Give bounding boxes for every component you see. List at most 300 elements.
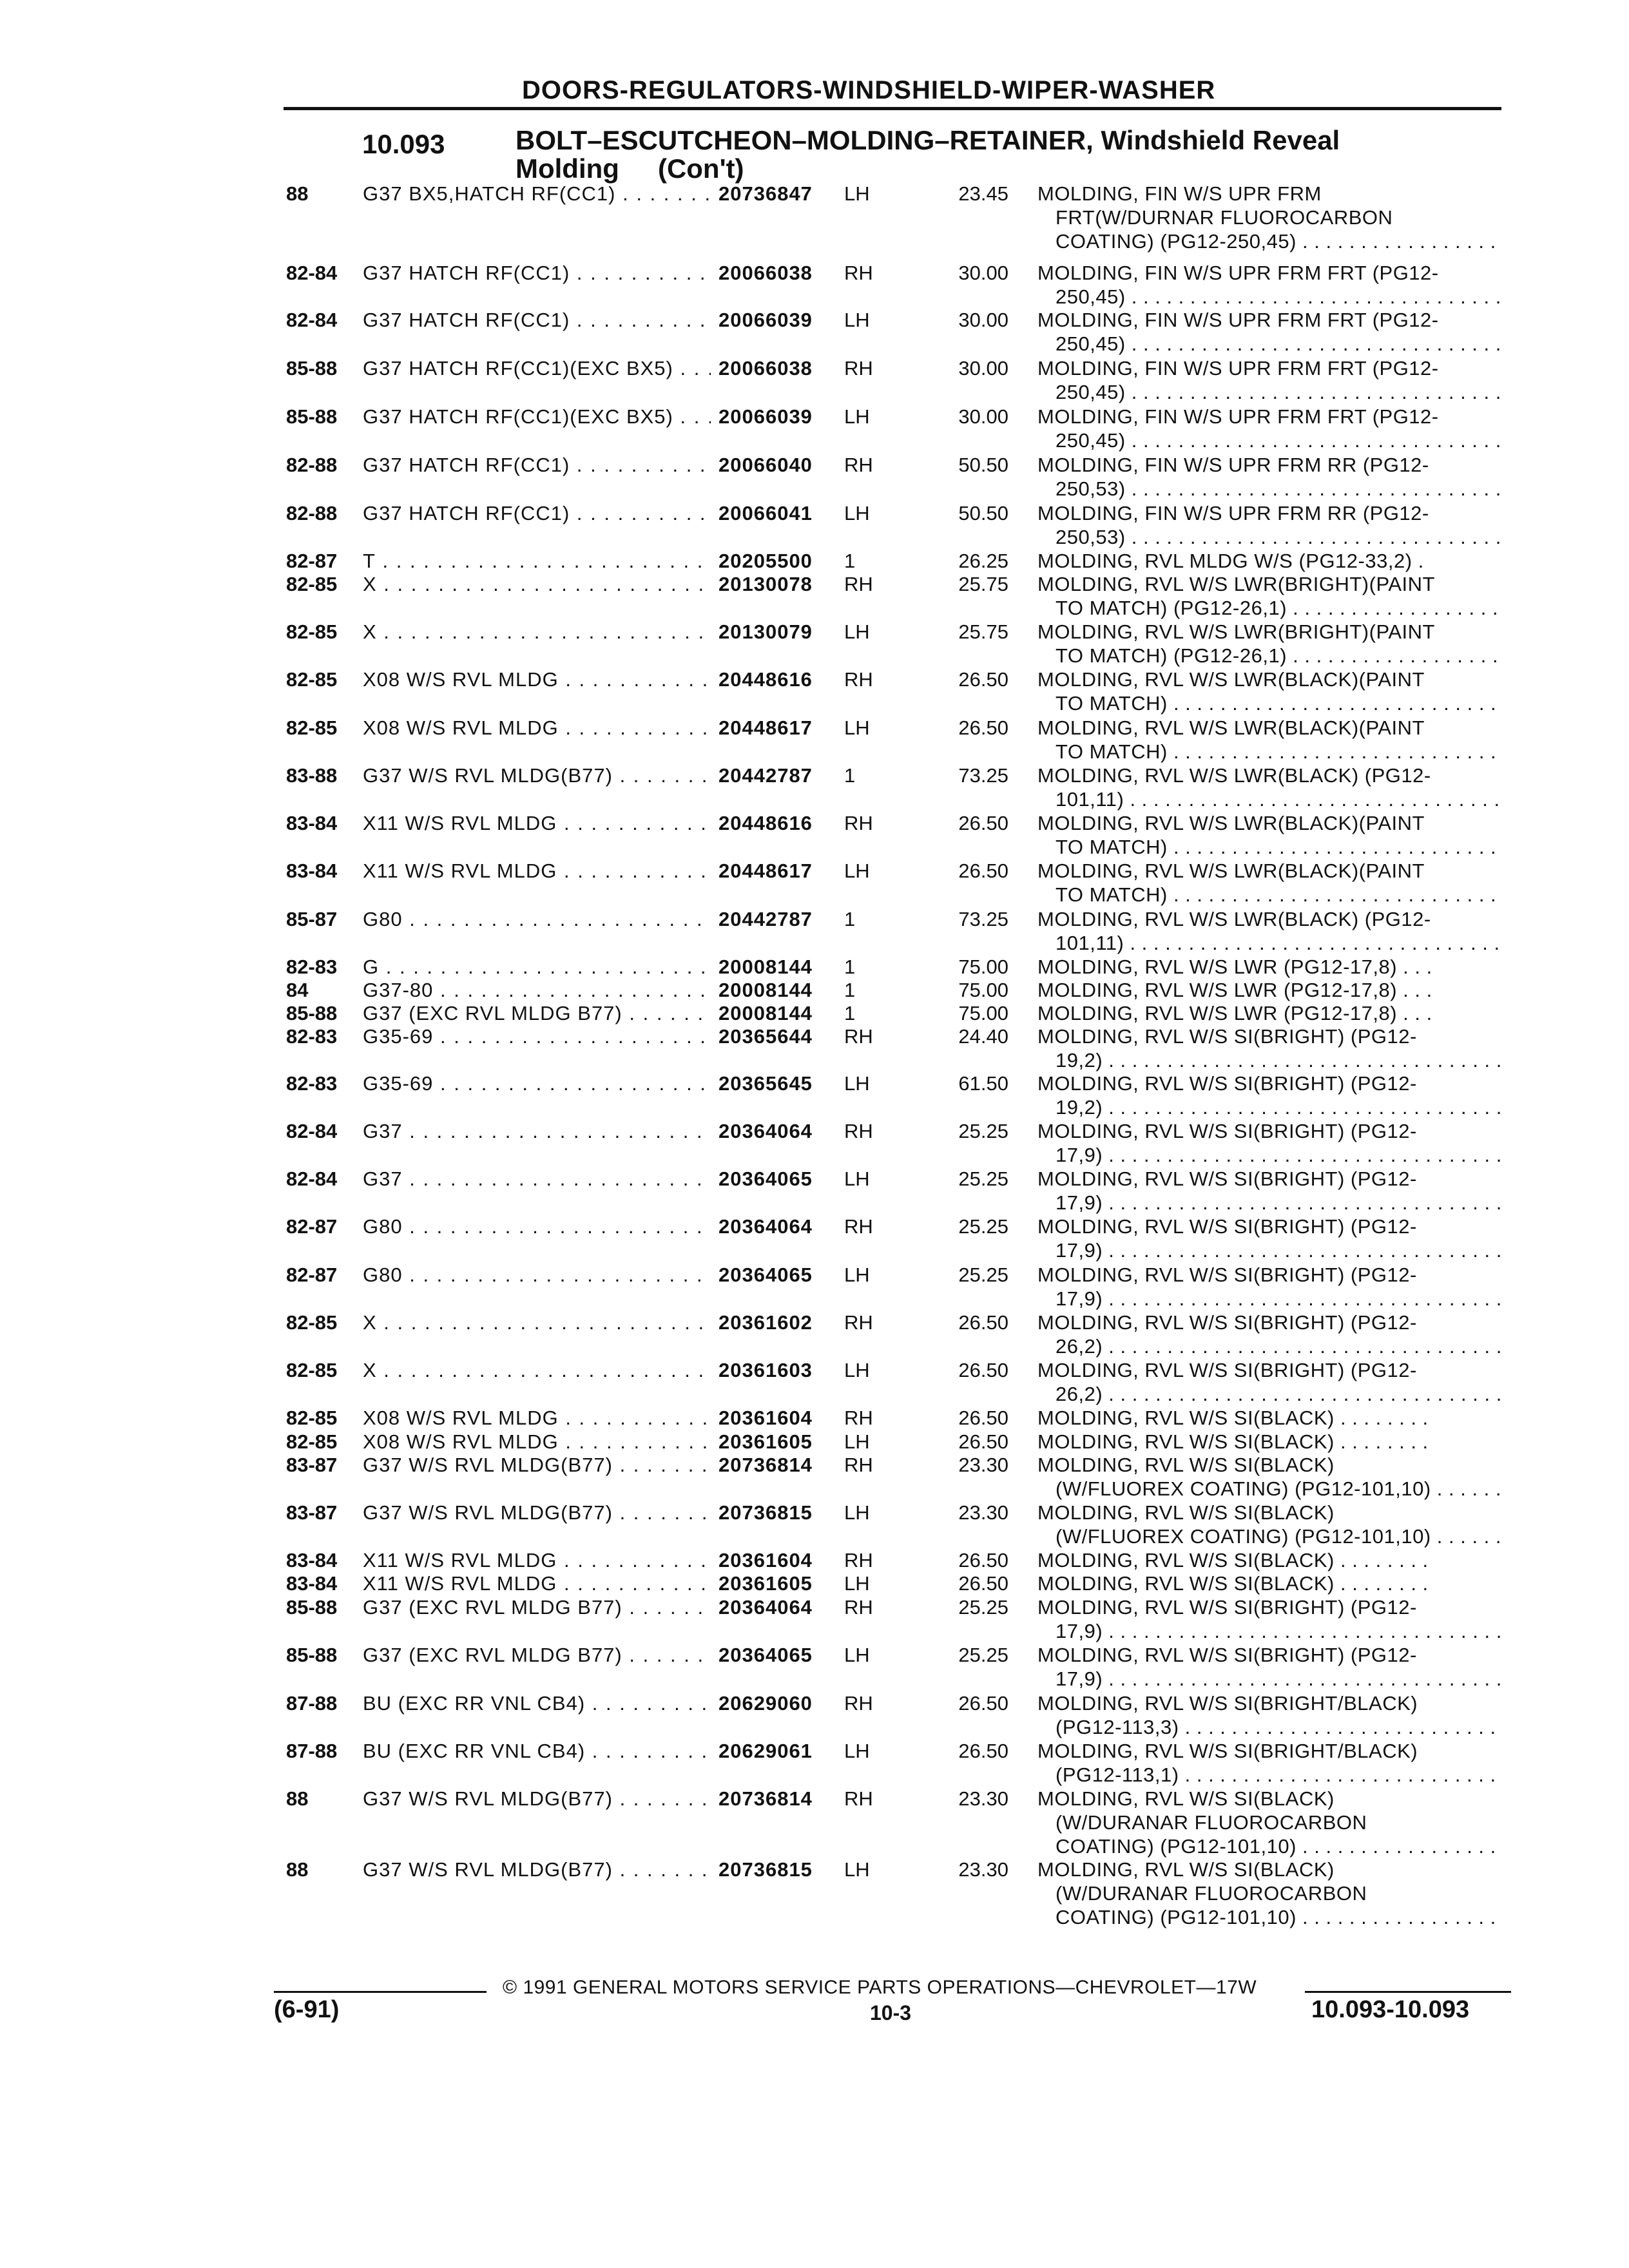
row-description-line: MOLDING, FIN W/S UPR FRM FRT (PG12-: [1037, 262, 1439, 284]
row-application: G37 W/S RVL MLDG(B77) . . .: [363, 764, 711, 787]
row-description-line: (PG12-113,1) . . .: [1037, 1763, 1501, 1787]
row-description-line: 250,45) . . .: [1037, 428, 1501, 452]
row-part-number: 20066039: [718, 309, 813, 331]
row-description: [1037, 955, 1501, 979]
row-application: G37 BX5,HATCH RF(CC1) . . .: [363, 182, 711, 206]
row-part-number: 20008144: [718, 1002, 813, 1024]
row-description: [1037, 1787, 1501, 1858]
row-description-line: 17,9) . . .: [1037, 1143, 1501, 1167]
row-year: 82-85: [286, 573, 338, 595]
row-description-line: TO MATCH) (PG12-26,1) . . .: [1037, 596, 1501, 620]
row-quantity: LH: [844, 1644, 870, 1666]
row-quantity: LH: [844, 1264, 870, 1286]
row-description-line: MOLDING, RVL W/S SI(BLACK): [1037, 1787, 1335, 1810]
row-description-line: MOLDING, FIN W/S UPR FRM: [1037, 182, 1322, 205]
row-year: 82-83: [286, 1025, 338, 1048]
row-price: 25.25: [958, 1120, 1008, 1142]
row-quantity: LH: [844, 1072, 870, 1095]
row-description: [1037, 1263, 1501, 1311]
footer-section-range: 10.093-10.093: [1311, 1996, 1470, 2023]
row-price: 73.25: [958, 908, 1008, 930]
row-description-line: MOLDING, FIN W/S UPR FRM RR (PG12-: [1037, 454, 1429, 476]
row-application: G37 W/S RVL MLDG(B77) . . .: [363, 1787, 711, 1811]
row-year: 85-88: [286, 357, 338, 380]
row-description: [1037, 1595, 1501, 1643]
row-part-number: 20442787: [718, 764, 813, 787]
row-application: G37 HATCH RF(CC1) . . .: [363, 261, 711, 285]
section-subtitle: Molding: [516, 153, 619, 184]
row-description: [1037, 453, 1501, 501]
row-price: 26.50: [958, 1359, 1008, 1381]
row-description-line: 101,11) . . .: [1037, 931, 1501, 955]
row-price: 26.50: [958, 812, 1008, 834]
row-description-line: 250,53) . . .: [1037, 525, 1501, 549]
row-price: 30.00: [958, 405, 1008, 428]
row-description: [1037, 1571, 1501, 1595]
row-description-line: MOLDING, RVL W/S SI(BRIGHT) (PG12-: [1037, 1596, 1417, 1619]
row-price: 30.00: [958, 309, 1008, 331]
row-description: [1037, 859, 1501, 907]
row-description-line: 250,45) . . .: [1037, 332, 1501, 356]
row-description-line: TO MATCH) . . .: [1037, 835, 1501, 859]
row-price: 26.50: [958, 1740, 1008, 1762]
row-quantity: LH: [844, 1430, 870, 1453]
row-description-line: 250,45) . . .: [1037, 380, 1501, 404]
row-quantity: LH: [844, 1858, 870, 1881]
row-description-line: 101,11) . . .: [1037, 787, 1501, 811]
row-description-line: FRT(W/DURNAR FLUOROCARBON: [1055, 206, 1393, 229]
row-quantity: 1: [844, 764, 856, 787]
row-price: 26.50: [958, 1692, 1008, 1715]
row-description: [1037, 1453, 1501, 1501]
row-quantity: LH: [844, 1359, 870, 1381]
row-year: 85-88: [286, 1596, 338, 1619]
row-description: [1037, 716, 1501, 764]
section-number: 10.093: [362, 129, 445, 159]
row-year: 83-84: [286, 1572, 338, 1595]
row-description: [1037, 182, 1501, 253]
row-description-line: MOLDING, RVL W/S SI(BRIGHT) (PG12-: [1037, 1359, 1417, 1381]
row-part-number: 20361605: [718, 1430, 813, 1453]
row-description-line: MOLDING, RVL MLDG W/S (PG12-33,2) .: [1037, 550, 1424, 572]
row-description-line: MOLDING, RVL W/S SI(BRIGHT) (PG12-: [1037, 1168, 1417, 1190]
row-part-number: 20361605: [718, 1572, 813, 1595]
row-quantity: RH: [844, 262, 873, 284]
row-description: [1037, 1501, 1501, 1548]
row-description-line: TO MATCH) . . .: [1037, 691, 1501, 715]
row-price: 26.50: [958, 1407, 1008, 1429]
row-part-number: 20364064: [718, 1215, 813, 1238]
row-application: G37 HATCH RF(CC1)(EXC BX5) . . .: [363, 356, 711, 380]
row-quantity: RH: [844, 1407, 873, 1429]
row-description: [1037, 1072, 1501, 1119]
row-year: 88: [286, 1858, 309, 1881]
row-description-line: (W/FLUOREX COATING) (PG12-101,10) . . . .: [1037, 1477, 1501, 1501]
row-year: 85-88: [286, 405, 338, 428]
row-part-number: 20629061: [718, 1740, 813, 1762]
row-year: 83-84: [286, 860, 338, 882]
row-description-line: MOLDING, RVL W/S LWR(BRIGHT)(PAINT: [1037, 573, 1435, 595]
row-price: 75.00: [958, 979, 1008, 1001]
row-description-line: 17,9) . . .: [1037, 1619, 1501, 1643]
row-application: X08 W/S RVL MLDG . . .: [363, 716, 711, 740]
row-year: 82-85: [286, 1430, 338, 1453]
row-description: [1037, 907, 1501, 955]
row-year: 85-88: [286, 1002, 338, 1024]
row-year: 82-84: [286, 309, 338, 331]
row-description-line: TO MATCH) . . .: [1037, 740, 1501, 764]
row-description: [1037, 1406, 1501, 1430]
row-quantity: 1: [844, 550, 856, 572]
row-description-line: MOLDING, RVL W/S SI(BRIGHT) (PG12-: [1037, 1215, 1417, 1238]
row-description-line: MOLDING, RVL W/S LWR(BLACK)(PAINT: [1037, 716, 1425, 739]
row-description: [1037, 1858, 1501, 1929]
row-description: [1037, 308, 1501, 356]
row-year: 82-88: [286, 454, 338, 476]
row-description-line: MOLDING, FIN W/S UPR FRM FRT (PG12-: [1037, 405, 1439, 428]
row-year: 82-85: [286, 1359, 338, 1381]
row-application: G35-69 . . .: [363, 1072, 711, 1095]
row-description-line: MOLDING, RVL W/S SI(BRIGHT) (PG12-: [1037, 1264, 1417, 1286]
row-price: 23.45: [958, 182, 1008, 205]
row-part-number: 20736814: [718, 1454, 813, 1476]
row-description-line: MOLDING, RVL W/S SI(BRIGHT) (PG12-: [1037, 1644, 1417, 1666]
row-part-number: 20448617: [718, 860, 813, 882]
row-description-line: 17,9) . . .: [1037, 1287, 1501, 1311]
row-price: 26.50: [958, 1572, 1008, 1595]
row-description-line: TO MATCH) . . .: [1037, 883, 1501, 907]
row-quantity: 1: [844, 1002, 856, 1024]
row-application: X . . .: [363, 1311, 711, 1334]
row-description: [1037, 261, 1501, 309]
row-part-number: 20066041: [718, 502, 813, 524]
row-description: [1037, 620, 1501, 668]
footer-date: (6-91): [274, 1996, 340, 2023]
row-description-line: MOLDING, RVL W/S SI(BRIGHT/BLACK): [1037, 1740, 1418, 1762]
row-quantity: 1: [844, 908, 856, 930]
row-description: [1037, 1119, 1501, 1167]
row-price: 23.30: [958, 1501, 1008, 1524]
row-description: [1037, 1691, 1501, 1739]
row-description-line: MOLDING, RVL W/S LWR (PG12-17,8) . . .: [1037, 956, 1432, 978]
row-quantity: RH: [844, 668, 873, 691]
row-application: X11 W/S RVL MLDG . . .: [363, 859, 711, 883]
section-continued: (Con't): [657, 153, 744, 184]
row-description-line: 250,45) . . .: [1037, 285, 1501, 309]
footer-page-number: 10-3: [870, 2001, 912, 2024]
row-description-line: (PG12-113,3) . . .: [1037, 1715, 1501, 1739]
row-application: G37 (EXC RVL MLDG B77) . . .: [363, 1643, 711, 1667]
row-description-line: 19,2) . . .: [1037, 1095, 1501, 1119]
row-application: X . . .: [363, 1358, 711, 1382]
row-price: 30.00: [958, 357, 1008, 380]
row-year: 82-87: [286, 550, 338, 572]
row-year: 82-84: [286, 1168, 338, 1190]
row-description-line: TO MATCH) (PG12-26,1) . . .: [1037, 644, 1501, 668]
row-price: 23.30: [958, 1787, 1008, 1810]
row-price: 61.50: [958, 1072, 1008, 1095]
row-quantity: LH: [844, 405, 870, 428]
row-quantity: LH: [844, 1740, 870, 1762]
row-description-line: MOLDING, RVL W/S SI(BLACK) . . . . . . . .: [1037, 1430, 1429, 1453]
row-price: 25.25: [958, 1644, 1008, 1666]
row-part-number: 20736815: [718, 1858, 813, 1881]
row-price: 25.75: [958, 573, 1008, 595]
row-price: 50.50: [958, 454, 1008, 476]
row-description-line: MOLDING, RVL W/S SI(BLACK): [1037, 1501, 1335, 1524]
row-description: [1037, 572, 1501, 620]
row-description-line: MOLDING, RVL W/S LWR(BLACK) (PG12-: [1037, 908, 1431, 930]
row-description-line: 17,9) . . .: [1037, 1191, 1501, 1215]
row-quantity: RH: [844, 1787, 873, 1810]
footer-copyright: © 1991 GENERAL MOTORS SERVICE PARTS OPERATIONS—CHEVROLET—17W: [503, 1977, 1257, 1998]
row-application: G37 W/S RVL MLDG(B77) . . .: [363, 1858, 711, 1881]
row-application: G37 . . .: [363, 1119, 711, 1143]
row-part-number: 20130079: [718, 620, 813, 643]
row-description: [1037, 1548, 1501, 1572]
row-part-number: 20448616: [718, 668, 813, 691]
row-part-number: 20364065: [718, 1264, 813, 1286]
row-application: G37 HATCH RF(CC1) . . .: [363, 501, 711, 525]
row-application: G80 . . .: [363, 907, 711, 931]
row-application: X11 W/S RVL MLDG . . .: [363, 1571, 711, 1595]
row-price: 25.25: [958, 1168, 1008, 1190]
row-description: [1037, 1024, 1501, 1072]
row-part-number: 20365645: [718, 1072, 813, 1095]
row-description-line: (W/FLUOREX COATING) (PG12-101,10) . . . .: [1037, 1524, 1501, 1548]
row-application: G37 W/S RVL MLDG(B77) . . .: [363, 1453, 711, 1477]
row-application: BU (EXC RR VNL CB4) . . .: [363, 1739, 711, 1763]
row-description: [1037, 1215, 1501, 1262]
row-description-line: COATING) (PG12-250,45) . . .: [1037, 229, 1501, 253]
row-price: 23.30: [958, 1858, 1008, 1881]
row-description: [1037, 356, 1501, 404]
row-part-number: 20008144: [718, 956, 813, 978]
row-quantity: RH: [844, 1454, 873, 1476]
row-application: G37 HATCH RF(CC1) . . .: [363, 453, 711, 477]
row-year: 88: [286, 182, 309, 205]
row-quantity: LH: [844, 1168, 870, 1190]
row-description: [1037, 549, 1501, 573]
row-quantity: RH: [844, 1120, 873, 1142]
row-application: T . . .: [363, 549, 711, 573]
row-price: 25.25: [958, 1264, 1008, 1286]
row-part-number: 20361604: [718, 1407, 813, 1429]
row-part-number: 20130078: [718, 573, 813, 595]
row-year: 88: [286, 1787, 309, 1810]
row-application: X . . .: [363, 620, 711, 644]
row-quantity: RH: [844, 1596, 873, 1619]
row-description-line: MOLDING, RVL W/S SI(BLACK) . . . . . . . .: [1037, 1407, 1429, 1429]
row-application: G37 (EXC RVL MLDG B77) . . .: [363, 1001, 711, 1025]
row-year: 85-88: [286, 1644, 338, 1666]
row-year: 82-85: [286, 716, 338, 739]
row-description-line: MOLDING, RVL W/S LWR (PG12-17,8) . . .: [1037, 1002, 1432, 1024]
row-quantity: 1: [844, 956, 856, 978]
row-price: 23.30: [958, 1454, 1008, 1476]
row-quantity: LH: [844, 1501, 870, 1524]
row-quantity: RH: [844, 573, 873, 595]
row-application: G80 . . .: [363, 1263, 711, 1287]
row-part-number: 20008144: [718, 979, 813, 1001]
row-description-line: 19,2) . . .: [1037, 1048, 1501, 1072]
row-part-number: 20364065: [718, 1644, 813, 1666]
row-part-number: 20066040: [718, 454, 813, 476]
row-year: 82-83: [286, 956, 338, 978]
row-description-line: MOLDING, RVL W/S SI(BLACK) . . . . . . . .: [1037, 1572, 1429, 1595]
row-description-line: 17,9) . . .: [1037, 1238, 1501, 1262]
row-application: G35-69 . . .: [363, 1024, 711, 1048]
row-year: 82-88: [286, 502, 338, 524]
row-part-number: 20364064: [718, 1596, 813, 1619]
row-part-number: 20361604: [718, 1549, 813, 1571]
row-description: [1037, 1358, 1501, 1406]
row-description-line: MOLDING, RVL W/S SI(BRIGHT) (PG12-: [1037, 1025, 1417, 1048]
row-quantity: RH: [844, 1549, 873, 1571]
row-description-line: (W/DURANAR FLUOROCARBON: [1055, 1882, 1367, 1905]
row-application: G37 HATCH RF(CC1) . . .: [363, 308, 711, 332]
row-quantity: RH: [844, 1215, 873, 1238]
row-application: G37 . . .: [363, 1167, 711, 1191]
row-description-line: 26,2) . . .: [1037, 1334, 1501, 1358]
row-year: 82-85: [286, 668, 338, 691]
row-description-line: MOLDING, RVL W/S SI(BRIGHT) (PG12-: [1037, 1311, 1417, 1334]
row-quantity: LH: [844, 502, 870, 524]
row-description: [1037, 1311, 1501, 1358]
row-price: 75.00: [958, 1002, 1008, 1024]
row-part-number: 20205500: [718, 550, 813, 572]
row-description-line: MOLDING, RVL W/S LWR(BLACK)(PAINT: [1037, 860, 1425, 882]
row-description-line: MOLDING, FIN W/S UPR FRM FRT (PG12-: [1037, 357, 1439, 380]
row-part-number: 20066038: [718, 262, 813, 284]
row-year: 82-87: [286, 1215, 338, 1238]
row-quantity: LH: [844, 182, 870, 205]
row-description-line: MOLDING, RVL W/S SI(BLACK): [1037, 1454, 1335, 1476]
row-description-line: MOLDING, FIN W/S UPR FRM RR (PG12-: [1037, 502, 1429, 524]
row-price: 26.50: [958, 1430, 1008, 1453]
row-description-line: MOLDING, RVL W/S LWR(BLACK)(PAINT: [1037, 668, 1425, 691]
row-quantity: RH: [844, 1311, 873, 1334]
footer-rule-left: [274, 1991, 487, 1993]
row-description: [1037, 668, 1501, 715]
row-description-line: 26,2) . . .: [1037, 1382, 1501, 1406]
row-application: X08 W/S RVL MLDG . . .: [363, 668, 711, 691]
row-part-number: 20629060: [718, 1692, 813, 1715]
row-year: 83-87: [286, 1454, 338, 1476]
row-year: 82-85: [286, 620, 338, 643]
row-description-line: MOLDING, RVL W/S SI(BLACK): [1037, 1858, 1335, 1881]
row-quantity: LH: [844, 620, 870, 643]
row-price: 26.50: [958, 668, 1008, 691]
row-application: X . . .: [363, 572, 711, 596]
row-description: [1037, 1167, 1501, 1215]
row-quantity: LH: [844, 860, 870, 882]
row-application: G80 . . .: [363, 1215, 711, 1238]
row-description-line: COATING) (PG12-101,10) . . .: [1037, 1905, 1501, 1929]
row-part-number: 20361602: [718, 1311, 813, 1334]
row-description: [1037, 405, 1501, 452]
row-year: 85-87: [286, 908, 338, 930]
row-quantity: RH: [844, 454, 873, 476]
row-price: 26.25: [958, 550, 1008, 572]
row-quantity: LH: [844, 1572, 870, 1595]
row-description-line: MOLDING, RVL W/S SI(BRIGHT/BLACK): [1037, 1692, 1418, 1715]
row-year: 82-85: [286, 1311, 338, 1334]
row-year: 83-84: [286, 812, 338, 834]
row-year: 87-88: [286, 1740, 338, 1762]
row-price: 50.50: [958, 502, 1008, 524]
row-quantity: RH: [844, 1025, 873, 1048]
row-part-number: 20364064: [718, 1120, 813, 1142]
row-application: G . . .: [363, 955, 711, 979]
row-description: [1037, 1643, 1501, 1691]
row-application: G37 HATCH RF(CC1)(EXC BX5) . . .: [363, 405, 711, 428]
row-part-number: 20448617: [718, 716, 813, 739]
row-quantity: 1: [844, 979, 856, 1001]
row-application: BU (EXC RR VNL CB4) . . .: [363, 1691, 711, 1715]
row-year: 82-83: [286, 1072, 338, 1095]
row-description: [1037, 1001, 1501, 1025]
row-year: 82-84: [286, 1120, 338, 1142]
row-part-number: 20736815: [718, 1501, 813, 1524]
row-year: 82-84: [286, 262, 338, 284]
row-application: X08 W/S RVL MLDG . . .: [363, 1430, 711, 1454]
row-quantity: LH: [844, 309, 870, 331]
footer-rule-right: [1305, 1991, 1511, 1993]
row-price: 26.50: [958, 860, 1008, 882]
row-description-line: MOLDING, FIN W/S UPR FRM FRT (PG12-: [1037, 309, 1439, 331]
row-description: [1037, 1739, 1501, 1787]
row-price: 73.25: [958, 764, 1008, 787]
row-quantity: RH: [844, 1692, 873, 1715]
row-price: 26.50: [958, 1311, 1008, 1334]
row-application: X08 W/S RVL MLDG . . .: [363, 1406, 711, 1430]
row-description-line: MOLDING, RVL W/S SI(BLACK) . . . . . . . .: [1037, 1549, 1429, 1571]
row-part-number: 20448616: [718, 812, 813, 834]
row-year: 87-88: [286, 1692, 338, 1715]
row-quantity: RH: [844, 812, 873, 834]
row-description-line: MOLDING, RVL W/S LWR(BLACK)(PAINT: [1037, 812, 1425, 834]
row-description-line: MOLDING, RVL W/S SI(BRIGHT) (PG12-: [1037, 1072, 1417, 1095]
row-price: 24.40: [958, 1025, 1008, 1048]
row-part-number: 20736847: [718, 182, 813, 205]
row-description-line: COATING) (PG12-101,10) . . .: [1037, 1834, 1501, 1858]
row-price: 25.25: [958, 1215, 1008, 1238]
page-header-title: DOORS-REGULATORS-WINDSHIELD-WIPER-WASHER: [522, 76, 1216, 104]
row-year: 82-87: [286, 1264, 338, 1286]
row-description-line: MOLDING, RVL W/S LWR(BRIGHT)(PAINT: [1037, 620, 1435, 643]
row-part-number: 20066038: [718, 357, 813, 380]
row-part-number: 20364065: [718, 1168, 813, 1190]
row-description-line: MOLDING, RVL W/S SI(BRIGHT) (PG12-: [1037, 1120, 1417, 1142]
row-description-line: (W/DURANAR FLUOROCARBON: [1055, 1811, 1367, 1834]
row-description-line: MOLDING, RVL W/S LWR (PG12-17,8) . . .: [1037, 979, 1432, 1001]
row-year: 84: [286, 979, 309, 1001]
row-year: 82-85: [286, 1407, 338, 1429]
row-application: G37 (EXC RVL MLDG B77) . . .: [363, 1595, 711, 1619]
row-part-number: 20361603: [718, 1359, 813, 1381]
row-price: 25.25: [958, 1596, 1008, 1619]
row-description: [1037, 501, 1501, 549]
row-price: 26.50: [958, 716, 1008, 739]
row-description-line: 17,9) . . .: [1037, 1667, 1501, 1691]
row-price: 26.50: [958, 1549, 1008, 1571]
row-price: 75.00: [958, 956, 1008, 978]
row-part-number: 20066039: [718, 405, 813, 428]
row-application: G37 W/S RVL MLDG(B77) . . .: [363, 1501, 711, 1524]
row-application: X11 W/S RVL MLDG . . .: [363, 1548, 711, 1572]
row-application: X11 W/S RVL MLDG . . .: [363, 811, 711, 835]
